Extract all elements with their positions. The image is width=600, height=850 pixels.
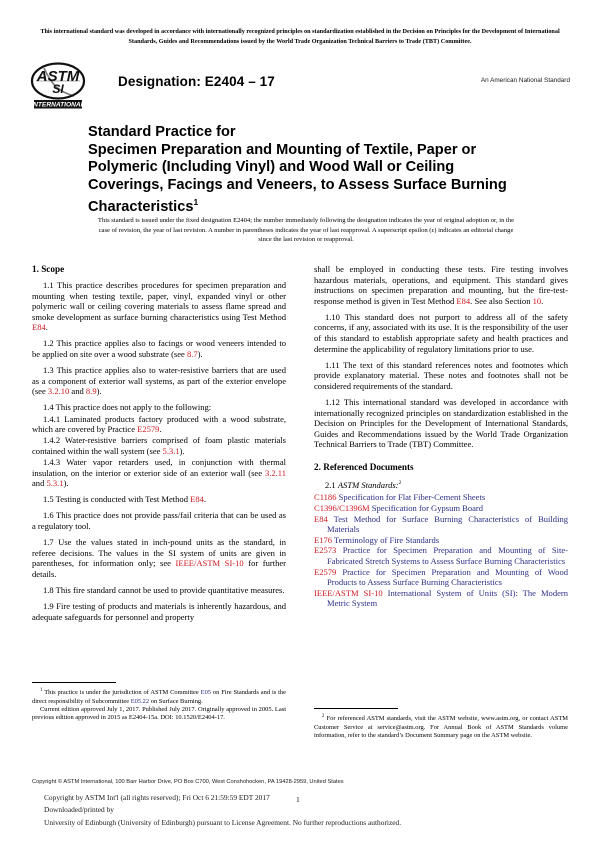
para-num: 1.2 (43, 338, 54, 349)
para-num: 1.10 (325, 311, 340, 322)
link-5-3-1[interactable]: 5.3.1 (162, 445, 180, 456)
ref-doc-id[interactable]: E176 (314, 534, 333, 545)
ref-doc-title[interactable]: Practice for Specimen Preparation and Mounting of Site-Fabricated Stretch Systems to Assess Surface Burning Characteristics (327, 545, 568, 566)
para-num: 1.4.1 (43, 413, 61, 424)
footnote-marker: 2 (322, 714, 325, 719)
referenced-subheading (314, 478, 568, 490)
paragraph-1-9-continued (314, 264, 568, 306)
para-num: 1.6 (43, 510, 54, 521)
paragraph-1-10 (314, 312, 568, 354)
link-ieee-astm-si-10[interactable]: IEEE/ASTM SI-10 (175, 558, 244, 569)
right-column (314, 264, 568, 609)
ref-sub-label: ASTM Standards: (337, 479, 399, 490)
referenced-doc-item[interactable] (314, 588, 568, 609)
para-text-mid: and (69, 386, 86, 397)
para-num: 1.1 (43, 280, 54, 290)
para-num: 1.5 (43, 494, 54, 505)
american-national-standard-label: An American National Standard (480, 77, 570, 84)
designation-band (30, 62, 570, 110)
paragraph-1-6 (32, 510, 286, 531)
paragraph-1-11 (314, 360, 568, 392)
paragraph-1-4-2 (32, 435, 286, 456)
section-heading-referenced-documents: 2. Referenced Documents (314, 462, 414, 472)
ref-doc-id[interactable]: E84 (314, 513, 328, 524)
license-line-1: Copyright by ASTM Int'l (all rights reserved); Fri Oct 6 21:59:59 EDT 2017 (44, 793, 270, 802)
svg-text:ASTM: ASTM (36, 68, 80, 85)
footnote-text-tail: volume information, refer to the standard’s Document Summary page on the ASTM website. (314, 723, 568, 739)
para-text: This practice applies also to facings or wood veneers intended to be applied on site over a wood substrate (see (32, 338, 286, 360)
astm-logo-icon (30, 62, 88, 109)
footnote-text-mid: on Fire Standards and is the direct responsibility of Subcommittee (32, 689, 286, 705)
link-3-2-10[interactable]: 3.2.10 (47, 386, 70, 397)
link-5-3-1-b[interactable]: 5.3.1 (46, 478, 64, 489)
ref-doc-id[interactable]: C1396/C1396M (314, 503, 370, 514)
footnote-left-p2: Current edition approved July 1, 2017. Published July 2017. Originally approved in 2005. Last previous edition approved in 2015 as E2404-15a. DOI: 10.1520/E2404-17. (32, 705, 286, 722)
paragraph-1-7 (32, 537, 286, 579)
copyright-notice: Copyright © ASTM International, 100 Barr Harbor Drive, PO Box C700, West Conshohocken, PA 19428-2959, United States (32, 779, 344, 785)
para-text: This practice applies also to water-resistive barriers that are used as a component of exterior wall systems, as part of the exterior envelope (see (32, 365, 286, 397)
svg-text:INTERNATIONAL: INTERNATIONAL (31, 101, 85, 109)
para-num: 1.4.3 (43, 456, 61, 467)
para-text: This international standard was developed in accordance with internationally recognized principles on standardization established in the Decision on Principles for the Development of International Standards, Guides and Recommendations issued by the World Trade Organization Technical Barriers to Trade (TBT) Committee. (314, 397, 568, 450)
ref-doc-title[interactable]: Terminology of Fire Standards (334, 534, 440, 545)
footnote-text-tail: on Surface Burning. (149, 697, 203, 705)
para-num: 1.3 (43, 365, 54, 376)
link-e05[interactable]: E05 (200, 689, 212, 697)
license-line-2: Downloaded/printed by (44, 805, 114, 815)
svg-text:SI: SI (52, 82, 64, 96)
para-text: Water vapor retarders used, in conjunction with thermal insulation, on the interior or exterior side of an exterior wall (see (32, 456, 287, 478)
ref-sub-num: 2.1 (325, 479, 336, 490)
link-e84-c[interactable]: E84 (456, 295, 471, 306)
footnote-text: This practice is under the jurisdiction of ASTM Committee (44, 689, 201, 697)
paragraph-1-4-1 (32, 414, 286, 435)
ref-doc-title[interactable]: Practice for Specimen Preparation and Mounting of Wood Products to Assess Surface Burning Characteristics (327, 566, 568, 588)
para-text-tail: . (541, 295, 544, 306)
para-num: 1.4.2 (43, 435, 61, 446)
ref-doc-title[interactable]: International System of Units (SI): The Modern Metric System (327, 587, 569, 609)
para-text: Use the values stated in inch-pound units as the standard, in referee decisions. The values in the SI system of units are given in parentheses, for information only; see (32, 536, 286, 569)
link-8-7[interactable]: 8.7 (186, 349, 198, 360)
paragraph-1-12 (314, 397, 568, 450)
footnote-left (32, 687, 286, 723)
para-text-tail: . (45, 322, 48, 333)
para-text-mid: and (32, 478, 47, 489)
para-num: 1.4 (43, 402, 54, 413)
para-num: 1.7 (43, 536, 54, 547)
issued-under-note: This standard is issued under the fixed designation E2404; the number immediately following the designation indicates the year of original adoption or, in the case of revision, the year of last revision. A number in parentheses indicates the year of last reapproval. A superscript epsilon (ε) indicates an editorial change since the last revision or reapproval. (97, 217, 515, 244)
link-e2579[interactable]: E2579 (137, 424, 160, 435)
referenced-doc-item[interactable] (314, 503, 568, 514)
link-e84[interactable]: E84 (32, 322, 46, 333)
link-3-2-11[interactable]: 3.2.11 (264, 467, 286, 478)
title-footnote-marker: 1 (193, 197, 199, 208)
referenced-doc-item[interactable] (314, 492, 568, 503)
para-text-tail: ). (63, 478, 69, 489)
section-heading-scope: 1. Scope (32, 264, 65, 274)
para-text: The text of this standard references notes and footnotes which provide explanatory material. These notes and footnotes shall not be considered requirements of the standard. (314, 359, 568, 391)
paragraph-1-9 (32, 601, 286, 622)
title-main-text: Specimen Preparation and Mounting of Textile, Paper or Polymeric (Including Vinyl) and Wood Wall or Ceiling Coverings, Facings and Veneers, to Assess Surface Burning Characteristics (88, 141, 507, 216)
para-text: This standard does not purport to address all of the safety concerns, if any, associated with its use. It is the responsibility of the user of this standard to establish appropriate safety and health practices and determine the applicability of regulatory limitations prior to use. (314, 311, 569, 354)
referenced-doc-item[interactable] (314, 567, 568, 588)
footnote-right-p1 (314, 713, 568, 740)
referenced-doc-item[interactable] (314, 545, 568, 566)
para-text: Water-resistive barriers comprised of foam plastic materials contained within the wall system (see (32, 435, 287, 456)
paragraph-1-2 (32, 338, 286, 359)
link-section-10[interactable]: 10 (532, 295, 542, 306)
footnote-text: For referenced ASTM standards, visit the ASTM website, www.astm.org, or contact ASTM Customer Service at service@astm.org. For (314, 715, 569, 731)
para-text-tail: ). (197, 349, 203, 360)
referenced-doc-item[interactable] (314, 535, 568, 546)
ref-doc-id[interactable]: E2579 (314, 566, 337, 577)
title-line-1: Standard Practice for (88, 124, 236, 140)
paragraph-1-4 (32, 402, 286, 413)
para-text: Laminated products factory produced with a wood substrate, which are covered by Practice (32, 413, 287, 435)
para-text: This practice does not apply to the following: (55, 402, 212, 413)
ref-doc-id[interactable]: IEEE/ASTM SI-10 (314, 587, 383, 598)
paragraph-1-8 (32, 585, 286, 596)
para-text-tail: . (203, 494, 207, 505)
referenced-doc-item[interactable] (314, 514, 568, 535)
para-text: Fire testing of products and materials is inherently hazardous, and adequate safeguards for personnel and property (32, 600, 286, 622)
para-text: shall be employed in conducting these tests. Fire testing involves hazardous materials, operations, and equipment. This standard gives instructions on specimen preparation and mounting, but the fire-test-response method is given in Test Method (314, 264, 568, 306)
footnote-marker: 1 (40, 688, 43, 693)
left-column (32, 264, 286, 622)
link-e05-22[interactable]: E05.22 (130, 697, 150, 705)
ref-doc-title[interactable]: Test Method for Surface Burning Characteristics of Building Materials (327, 513, 568, 535)
paragraph-1-5 (32, 494, 286, 505)
link-e84-b[interactable]: E84 (190, 494, 204, 505)
footnote-divider-left (32, 682, 116, 683)
para-num: 1.9 (43, 600, 54, 611)
para-num: 1.12 (325, 397, 340, 408)
ref-sub-footnote-marker: 2 (398, 480, 402, 486)
para-text-tail: ). (179, 445, 185, 456)
link-8-9[interactable]: 8.9 (85, 386, 97, 397)
tbt-notice: This international standard was developed in accordance with internationally recognized principles on standardization established in the Decision on Principles for the Development of International Standards, Guides and Recommendations issued by the World Trade Organization Technical Barriers to Trade (TBT) Committee. (40, 28, 560, 45)
designation-text: Designation: E2404 – 17 (118, 74, 275, 89)
para-text-tail: for further details. (32, 558, 286, 579)
para-text: This practice does not provide pass/fail criteria that can be used as a regulatory tool. (32, 510, 286, 531)
footnote-left-p1 (32, 687, 286, 706)
paragraph-1-4-3 (32, 457, 286, 489)
para-num: 1.11 (325, 359, 340, 370)
para-text-tail: . (159, 424, 162, 435)
footnote-divider-right (314, 708, 398, 709)
title-line-2 (88, 142, 524, 217)
ref-doc-id[interactable]: E2573 (314, 545, 337, 556)
page-number: 1 (296, 795, 300, 804)
para-num: 1.8 (43, 584, 54, 595)
para-text-mid: . See also Section (470, 295, 533, 306)
footnote-italic-title: Annual Book of ASTM Standards (443, 723, 544, 731)
para-text: This fire standard cannot be used to provide quantitative measures. (55, 584, 285, 595)
ref-doc-title[interactable]: Specification for Gypsum Board (371, 503, 484, 514)
ref-doc-title[interactable]: Specification for Flat Fiber-Cement Sheets (338, 492, 486, 503)
para-text: This practice describes procedures for specimen preparation and mounting when testing textile, paper, vinyl, expanded vinyl or other polymeric wall or ceiling covering materials to assess flame spread and smoke development as surface burning characteristics using Test Method (32, 280, 286, 322)
footnote-right (314, 713, 568, 740)
page-title (88, 124, 524, 217)
para-text-tail: ). (96, 386, 102, 397)
para-text: Testing is conducted with Test Method (55, 494, 191, 505)
license-line-3: University of Edinburgh (University of Edinburgh) pursuant to License Agreement. No further reproductions authorized. (44, 817, 402, 827)
paragraph-1-1 (32, 280, 286, 333)
license-block (44, 792, 401, 829)
ref-doc-id[interactable]: C1186 (314, 492, 337, 503)
paragraph-1-3 (32, 365, 286, 397)
